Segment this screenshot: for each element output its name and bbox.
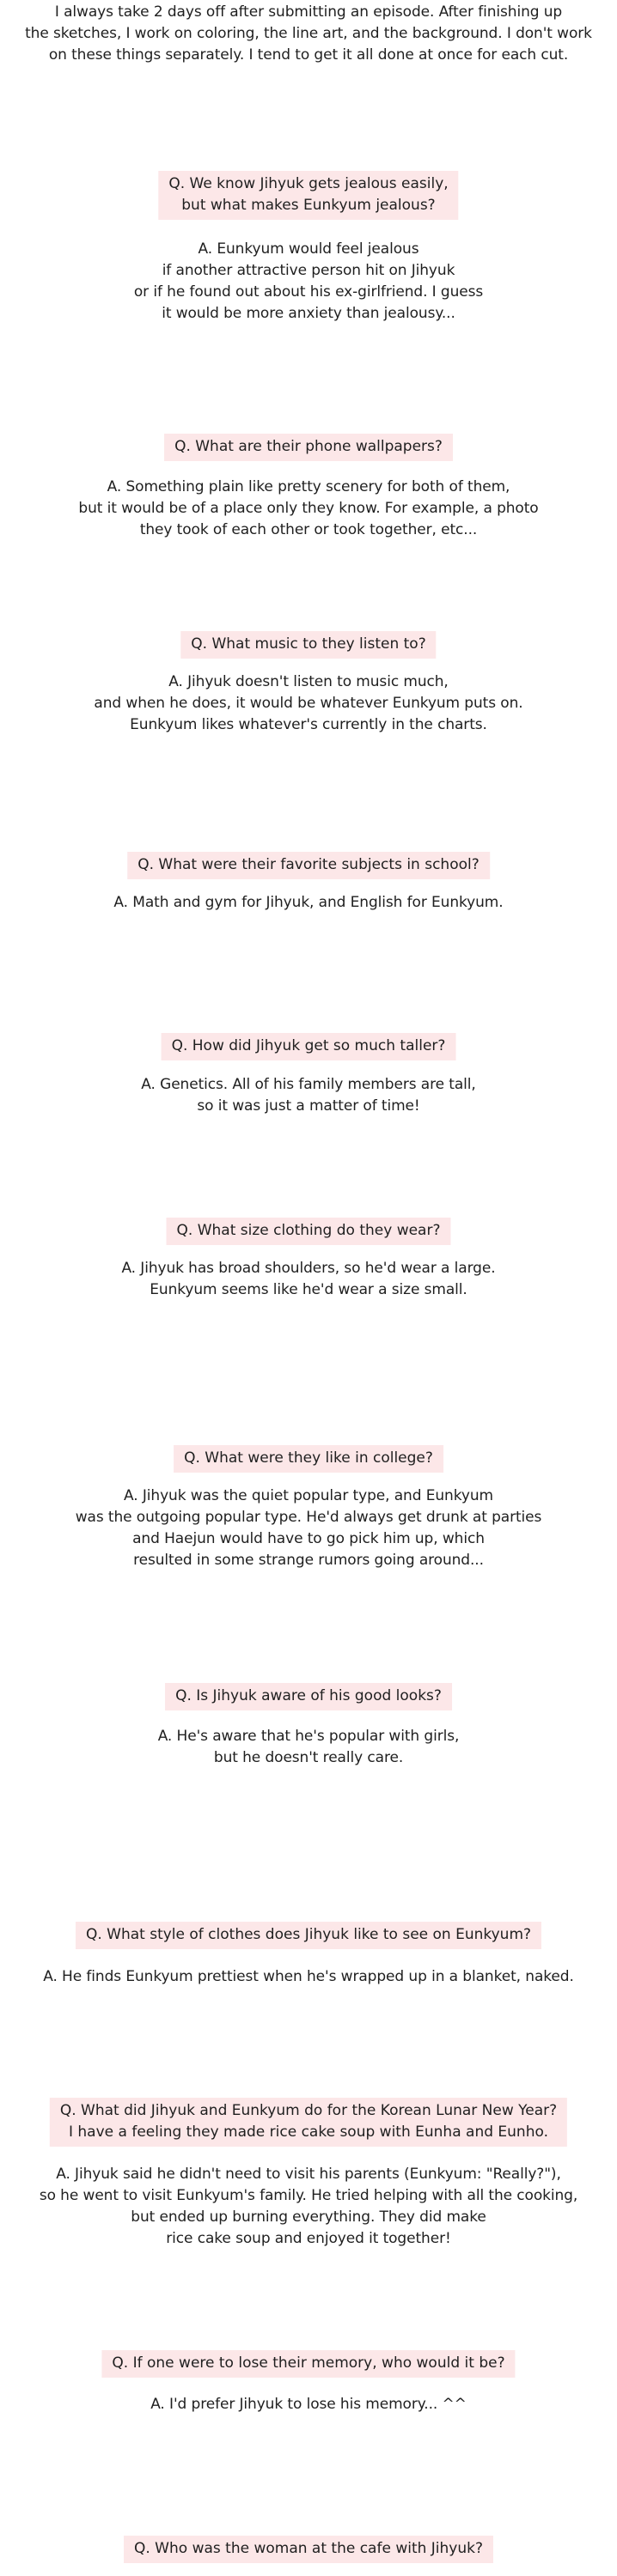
intro-line: on these things separately. I tend to get it all done at once for each cut. [48,46,569,64]
answer-line: A. He's aware that he's popular with girls, [157,1728,460,1745]
answer-11 [0,2394,617,2415]
answer-5 [0,1074,617,1117]
answer-9 [0,1966,617,1988]
answer-1 [0,239,617,325]
intro-line: I always take 2 days off after submitting an episode. After finishing up [54,3,563,21]
answer-8 [0,1726,617,1769]
answer-line: so he went to visit Eunkyum's family. He tried helping with all the cooking, [39,2187,578,2204]
answer-line: but it would be of a place only they know. For example, a photo [78,500,539,517]
answer-line: A. Math and gym for Jihyuk, and English for Eunkyum. [113,894,504,911]
question-line: Q. Who was the woman at the cafe with Jihyuk? [133,2540,484,2557]
answer-line: they took of each other or took together, etc... [139,521,478,538]
question-box-4 [127,852,490,879]
question-line: Q. What are their phone wallpapers? [174,438,443,455]
question-box-5 [162,1033,456,1060]
answer-line: but ended up burning everything. They did make [131,2208,486,2226]
answer-line: A. Jihyuk has broad shoulders, so he'd wear a large. [121,1260,496,1277]
answer-line: it would be more anxiety than jealousy... [162,305,455,322]
answer-2 [0,477,617,541]
question-line: Q. We know Jihyuk gets jealous easily, [168,175,449,192]
answer-line: if another attractive person hit on Jihyuk [162,262,455,279]
answer-line: or if he found out about his ex-girlfriend. I guess [133,283,484,301]
question-box-3 [180,631,436,659]
question-line: Q. What size clothing do they wear? [176,1222,441,1239]
question-line: Q. What music to they listen to? [191,635,426,653]
question-line: Q. If one were to lose their memory, who would it be? [112,2354,505,2372]
question-line: Q. What style of clothes does Jihyuk like to see on Eunkyum? [85,1926,532,1943]
answer-6 [0,1258,617,1301]
answer-line: A. Something plain like pretty scenery for both of them, [107,478,510,495]
question-line: Q. What were they like in college? [184,1449,433,1467]
answer-line: rice cake soup and enjoyed it together! [166,2230,451,2247]
answer-line: A. I'd prefer Jihyuk to lose his memory... ^^ [150,2396,467,2413]
answer-line: A. Jihyuk said he didn't need to visit his parents (Eunkyum: "Really?"), [56,2166,561,2183]
answer-line: so it was just a matter of time! [197,1097,420,1115]
answer-line: and when he does, it would be whatever Eunkyum puts on. [94,695,523,712]
question-box-10 [50,2098,567,2147]
question-box-6 [167,1218,451,1245]
answer-line: A. Jihyuk doesn't listen to music much, [168,673,449,690]
answer-line: A. Eunkyum would feel jealous [198,240,419,258]
intro-line: the sketches, I work on coloring, the line art, and the background. I don't work [25,25,592,42]
answer-line: A. Jihyuk was the quiet popular type, and Eunkyum [124,1487,493,1504]
answer-line: and Haejun would have to go pick him up, which [132,1530,485,1547]
question-box-11 [101,2350,515,2378]
answer-line: Eunkyum likes whatever's currently in the charts. [130,716,487,733]
answer-line: A. Genetics. All of his family members are tall, [141,1076,476,1093]
question-box-1 [158,171,458,220]
answer-3 [0,671,617,736]
question-line: Q. How did Jihyuk get so much taller? [171,1037,446,1054]
question-line: Q. What were their favorite subjects in school? [137,856,480,873]
answer-line: resulted in some strange rumors going around... [133,1552,484,1569]
answer-7 [0,1485,617,1571]
question-box-2 [164,434,453,461]
answer-line: Eunkyum seems like he'd wear a size small. [150,1281,467,1298]
answer-4 [0,892,617,914]
question-line: Q. Is Jihyuk aware of his good looks? [175,1687,442,1704]
answer-line: was the outgoing popular type. He'd always get drunk at parties [75,1509,542,1526]
question-box-7 [174,1445,443,1473]
intro-paragraph [0,2,617,66]
answer-10 [0,2164,617,2250]
answer-line: A. He finds Eunkyum prettiest when he's wrapped up in a blanket, naked. [43,1968,574,1985]
question-box-12 [124,2536,493,2563]
answer-line: but he doesn't really care. [213,1749,404,1766]
question-box-9 [76,1922,541,1949]
question-line: but what makes Eunkyum jealous? [181,197,436,214]
question-line: I have a feeling they made rice cake soup with Eunha and Eunho. [68,2123,548,2141]
question-box-8 [165,1683,452,1710]
question-line: Q. What did Jihyuk and Eunkyum do for the Korean Lunar New Year? [59,2102,558,2119]
